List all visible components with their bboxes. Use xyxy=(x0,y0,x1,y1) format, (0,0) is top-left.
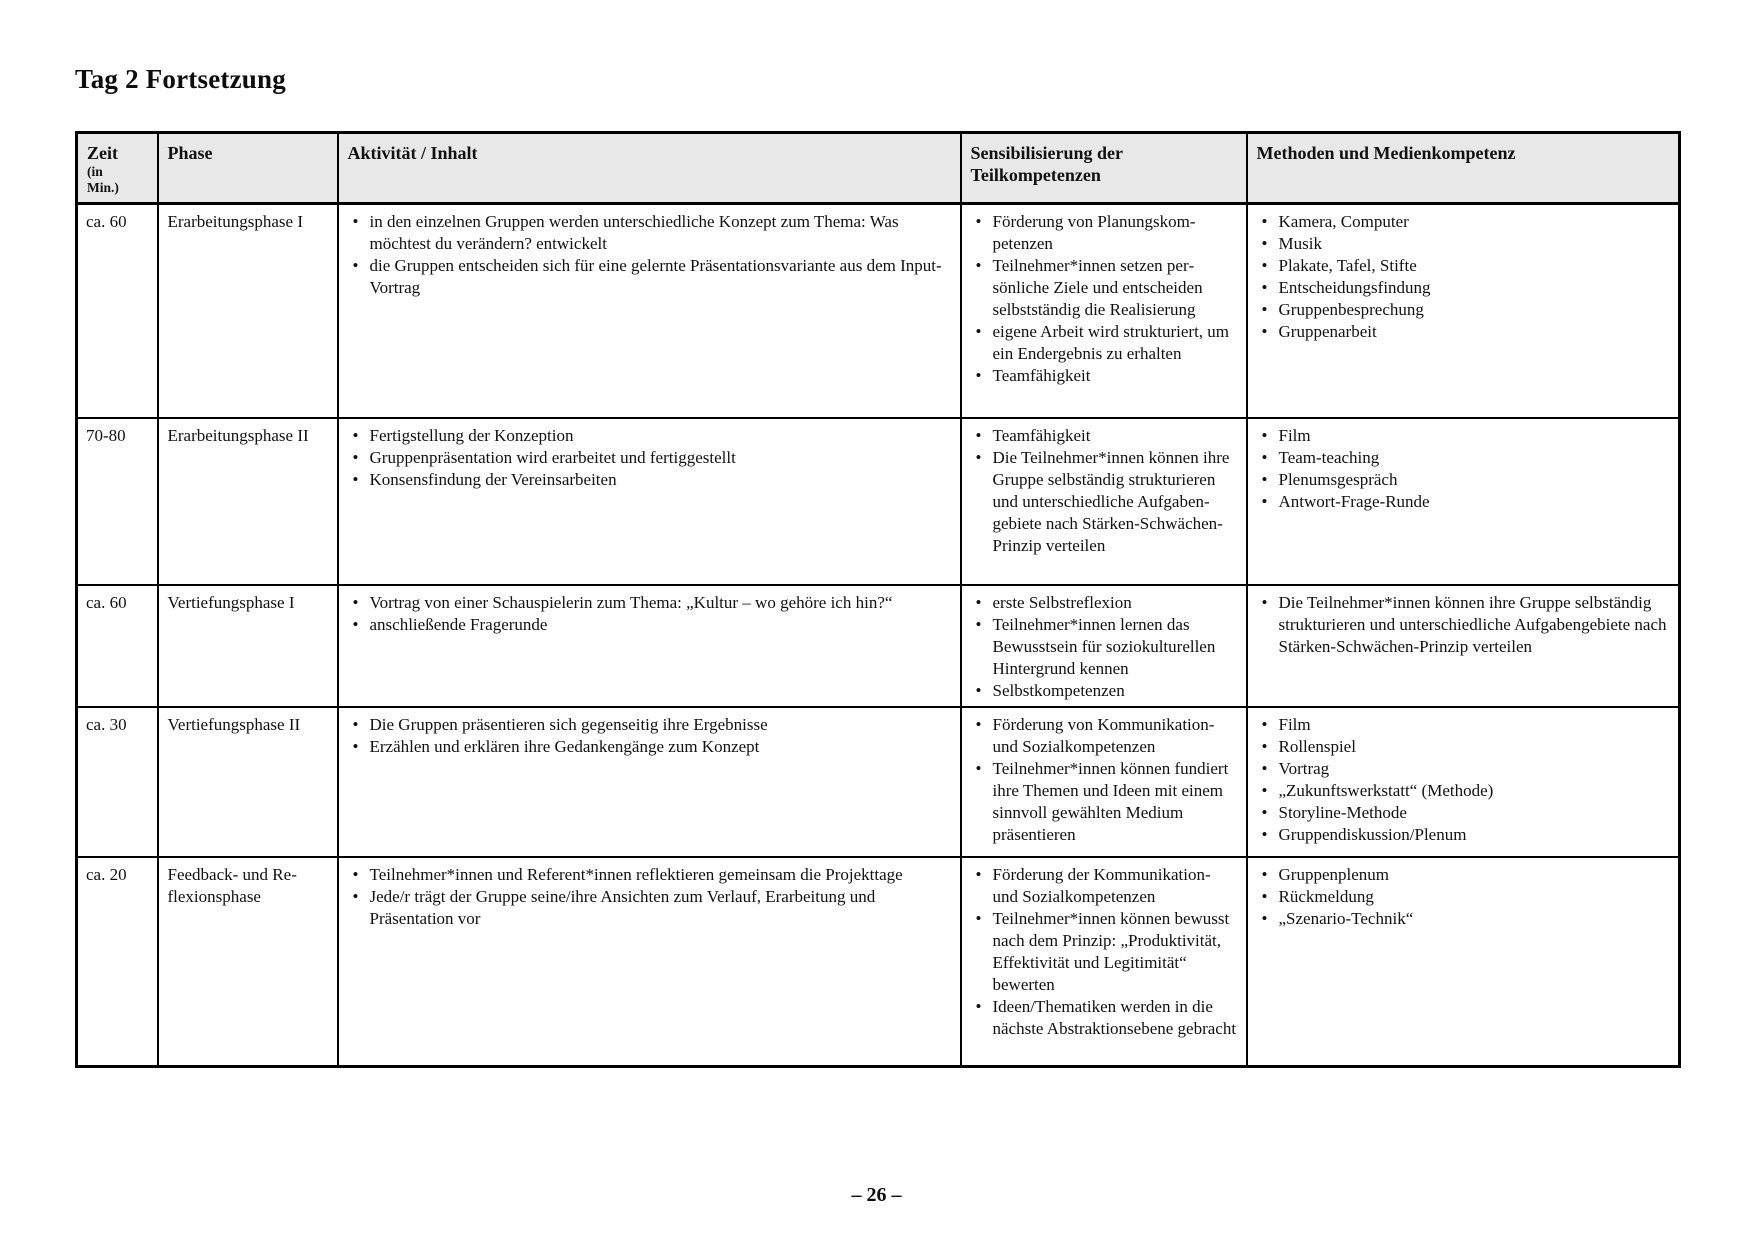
bullet-item: • „Zukunftswerkstatt“ (Methode) xyxy=(1256,780,1671,802)
bullet-item: • Fertigstellung der Konzeption xyxy=(347,425,952,447)
methods-list xyxy=(1256,714,1671,846)
col-header-zeit xyxy=(77,133,158,204)
cell-aktivitaet xyxy=(338,857,961,1067)
bullet-item: • Gruppenarbeit xyxy=(1256,321,1671,343)
bullet-item: • Film xyxy=(1256,425,1671,447)
cell-phase: Feedback- und Reflexionsphase xyxy=(158,857,338,1067)
cell-sensibilisierung xyxy=(961,204,1247,418)
bullet-item: • Film xyxy=(1256,714,1671,736)
bullet-item: • Teilnehmer*innen lernen das Bewusstsein für soziokulturellen Hintergrund kennen xyxy=(970,614,1238,680)
schedule-table xyxy=(75,131,1681,1068)
bullet-item: • Die Gruppen präsentieren sich gegenseitig ihre Ergebnisse xyxy=(347,714,952,736)
competency-list xyxy=(970,425,1238,557)
bullet-item: • Vortrag xyxy=(1256,758,1671,780)
cell-aktivitaet xyxy=(338,707,961,857)
bullet-item: • Gruppendiskussion/Plenum xyxy=(1256,824,1671,846)
col-header-aktivitaet: Aktivität / Inhalt xyxy=(338,133,961,204)
cell-zeit: ca. 20 xyxy=(77,857,158,1067)
cell-sensibilisierung xyxy=(961,585,1247,707)
competency-list xyxy=(970,864,1238,1040)
competency-list xyxy=(970,211,1238,387)
cell-methoden xyxy=(1247,585,1680,707)
cell-zeit: 70-80 xyxy=(77,418,158,585)
bullet-item: • Ideen/Thematiken werden in die nächste Abstraktionsebene gebracht xyxy=(970,996,1238,1040)
bullet-item: • Teilnehmer*innen können bewusst nach dem Prinzip: „Produktivität, Effektivität und Legitimität“ bewerten xyxy=(970,908,1238,996)
bullet-item: • Konsensfindung der Vereinsarbeiten xyxy=(347,469,952,491)
bullet-item: • eigene Arbeit wird strukturiert, um ein Endergebnis zu erhalten xyxy=(970,321,1238,365)
activity-list xyxy=(347,714,952,758)
cell-zeit: ca. 60 xyxy=(77,585,158,707)
bullet-item: • Antwort-Frage-Runde xyxy=(1256,491,1671,513)
table-row xyxy=(77,585,1680,707)
bullet-item: • Gruppenbesprechung xyxy=(1256,299,1671,321)
cell-sensibilisierung xyxy=(961,418,1247,585)
bullet-item: • Erzählen und erklären ihre Gedankengänge zum Konzept xyxy=(347,736,952,758)
cell-phase: Erarbeitungsphase I xyxy=(158,204,338,418)
page-number: – 26 – xyxy=(851,1184,902,1206)
cell-sensibilisierung xyxy=(961,707,1247,857)
cell-methoden xyxy=(1247,418,1680,585)
cell-phase: Erarbeitungsphase II xyxy=(158,418,338,585)
cell-zeit: ca. 30 xyxy=(77,707,158,857)
cell-methoden xyxy=(1247,707,1680,857)
competency-list xyxy=(970,592,1238,702)
bullet-item: • anschließende Fragerunde xyxy=(347,614,952,636)
col-header-zeit-sublabel: (in Min.) xyxy=(87,164,119,195)
methods-list xyxy=(1256,864,1671,930)
cell-aktivitaet xyxy=(338,418,961,585)
methods-list xyxy=(1256,211,1671,343)
bullet-item: • erste Selbstreflexion xyxy=(970,592,1238,614)
bullet-item: • Förderung von Kommunikation- und Sozialkompetenzen xyxy=(970,714,1238,758)
bullet-item: • die Gruppen entscheiden sich für eine gelernte Präsentationsvariante aus dem Input-Vortrag xyxy=(347,255,952,299)
bullet-item: • in den einzelnen Gruppen werden unterschiedliche Konzept zum Thema: Was möchtest du verändern? entwickelt xyxy=(347,211,952,255)
page-title: Tag 2 Fortsetzung xyxy=(75,64,286,94)
cell-aktivitaet xyxy=(338,585,961,707)
table-header-row xyxy=(77,133,1680,204)
cell-phase: Vertiefungsphase II xyxy=(158,707,338,857)
bullet-item: • Teilnehmer*innen setzen persönliche Ziele und entscheiden selbstständig die Realisierung xyxy=(970,255,1238,321)
table-row xyxy=(77,418,1680,585)
cell-aktivitaet xyxy=(338,204,961,418)
bullet-item: • Entscheidungsfindung xyxy=(1256,277,1671,299)
bullet-item: • Die Teilnehmer*innen können ihre Gruppe selbständig strukturieren und unterschiedliche Aufgabengebiete nach Stärken-Schwächen-Prinzip verteilen xyxy=(1256,592,1671,658)
competency-list xyxy=(970,714,1238,846)
col-header-methoden: Methoden und Medienkompetenz xyxy=(1247,133,1680,204)
bullet-item: • Rollenspiel xyxy=(1256,736,1671,758)
bullet-item: • Plenumsgespräch xyxy=(1256,469,1671,491)
bullet-item: • Selbstkompetenzen xyxy=(970,680,1238,702)
bullet-item: • Musik xyxy=(1256,233,1671,255)
activity-list xyxy=(347,425,952,491)
methods-list xyxy=(1256,425,1671,513)
bullet-item: • Gruppenpräsentation wird erarbeitet und fertiggestellt xyxy=(347,447,952,469)
table-row xyxy=(77,707,1680,857)
bullet-item: • Teamfähigkeit xyxy=(970,365,1238,387)
bullet-item: • Förderung der Kommunikation- und Sozialkompetenzen xyxy=(970,864,1238,908)
col-header-zeit-label: Zeit xyxy=(87,143,118,163)
bullet-item: • Team-teaching xyxy=(1256,447,1671,469)
bullet-item: • Kamera, Computer xyxy=(1256,211,1671,233)
bullet-item: • Plakate, Tafel, Stifte xyxy=(1256,255,1671,277)
cell-zeit: ca. 60 xyxy=(77,204,158,418)
table-row xyxy=(77,857,1680,1067)
activity-list xyxy=(347,211,952,299)
activity-list xyxy=(347,592,952,636)
bullet-item: • Vortrag von einer Schauspielerin zum Thema: „Kultur – wo gehöre ich hin?“ xyxy=(347,592,952,614)
cell-methoden xyxy=(1247,857,1680,1067)
bullet-item: • Storyline-Methode xyxy=(1256,802,1671,824)
table-row xyxy=(77,204,1680,418)
bullet-item: • Rückmeldung xyxy=(1256,886,1671,908)
cell-methoden xyxy=(1247,204,1680,418)
bullet-item: • Gruppenplenum xyxy=(1256,864,1671,886)
bullet-item: • Teamfähigkeit xyxy=(970,425,1238,447)
cell-phase: Vertiefungsphase I xyxy=(158,585,338,707)
bullet-item: • „Szenario-Technik“ xyxy=(1256,908,1671,930)
cell-sensibilisierung xyxy=(961,857,1247,1067)
col-header-sensibilisierung: Sensibilisierung der Teilkompetenzen xyxy=(961,133,1247,204)
bullet-item: • Teilnehmer*innen können fundiert ihre Themen und Ideen mit einem sinnvoll gewählten Medium präsentieren xyxy=(970,758,1238,846)
col-header-phase: Phase xyxy=(158,133,338,204)
bullet-item: • Jede/r trägt der Gruppe seine/ihre Ansichten zum Verlauf, Erarbeitung und Präsentation vor xyxy=(347,886,952,930)
activity-list xyxy=(347,864,952,930)
bullet-item: • Teilnehmer*innen und Referent*innen reflektieren gemeinsam die Projekttage xyxy=(347,864,952,886)
bullet-item: • Förderung von Planungskompetenzen xyxy=(970,211,1238,255)
methods-list xyxy=(1256,592,1671,658)
bullet-item: • Die Teilnehmer*innen können ihre Gruppe selbständig strukturieren und unterschiedliche Aufgabengebiete nach Stärken-Schwächen-Prinzip verteilen xyxy=(970,447,1238,557)
